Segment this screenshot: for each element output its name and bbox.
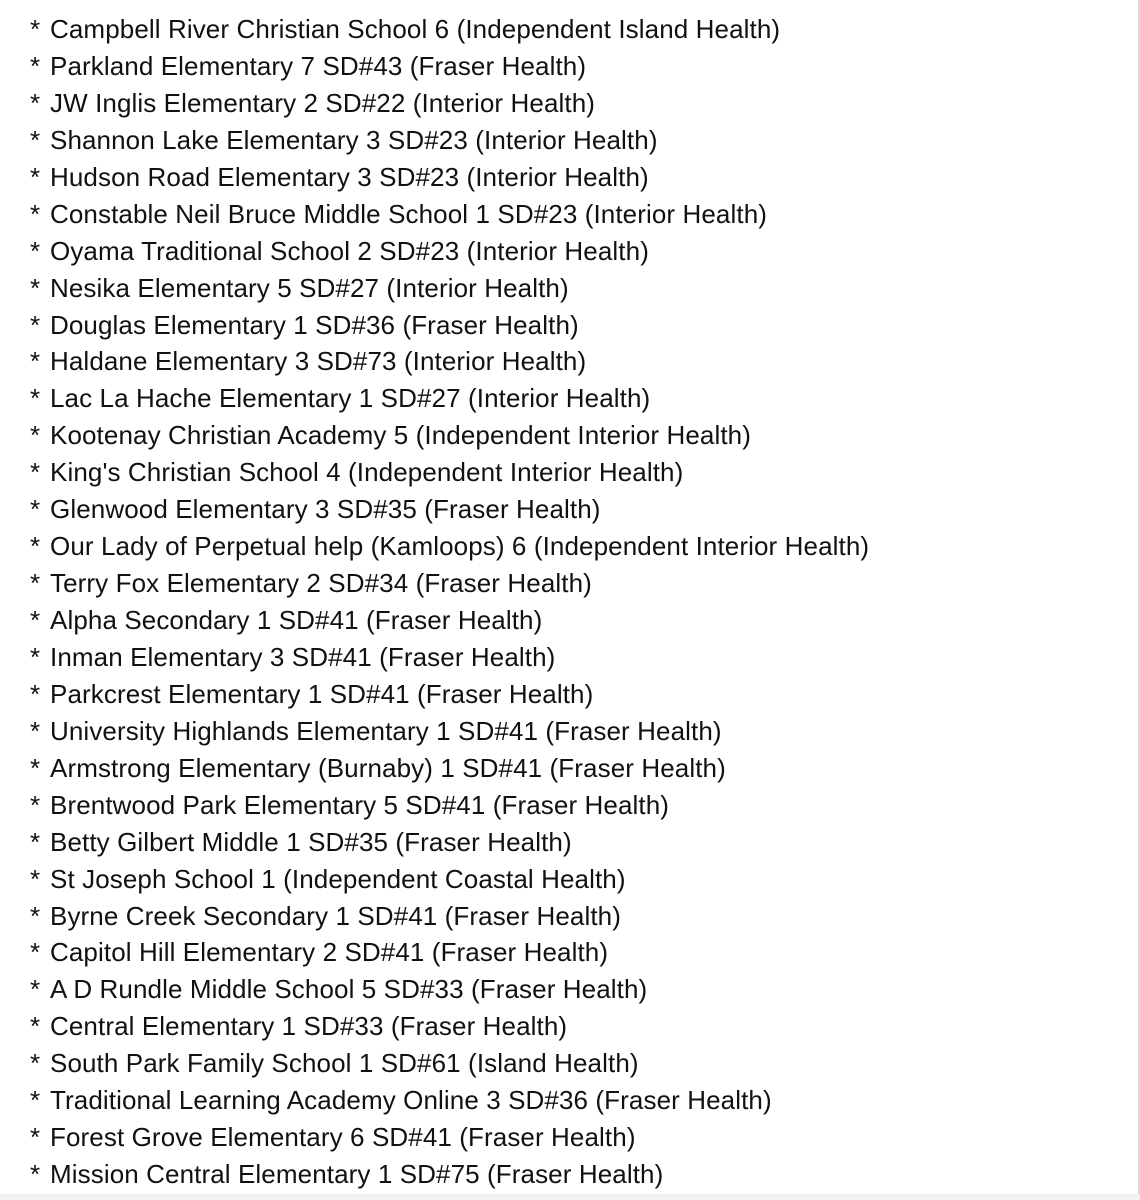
list-item [30,233,869,270]
list-bullet: * [30,198,41,229]
list-item [30,1119,869,1156]
list-item-text: Alpha Secondary 1 SD#41 (Fraser Health) [50,605,543,635]
list-item-text: Parkland Elementary 7 SD#43 (Fraser Health) [50,50,587,81]
list-item [30,11,869,48]
list-bullet: * [30,87,41,118]
list-item-text: Central Elementary 1 SD#33 (Fraser Health) [50,1011,568,1042]
list-bullet: * [30,124,41,155]
list-item [30,971,869,1008]
list-bullet: * [30,863,41,894]
list-item [30,417,869,454]
list-item-text: Inman Elementary 3 SD#41 (Fraser Health) [50,641,556,672]
list-item [30,196,869,233]
list-item [30,270,869,307]
list-bullet: * [30,974,41,1005]
list-bullet: * [30,235,41,266]
list-bullet: * [30,752,41,783]
list-item [30,343,869,380]
list-item-text: Parkcrest Elementary 1 SD#41 (Fraser Health) [50,678,594,709]
list-item [30,934,869,971]
list-item-text: Lac La Hache Elementary 1 SD#27 (Interior Health) [50,383,651,414]
list-item [30,380,869,417]
list-item-text: Kootenay Christian Academy 5 (Independent Interior Health) [50,420,751,451]
list-item [30,1008,869,1045]
list-item [30,491,869,528]
list-item [30,528,869,565]
list-item-text: Oyama Traditional School 2 SD#23 (Interior Health) [50,235,649,266]
list-item [30,307,869,344]
list-item-text: Our Lady of Perpetual help (Kamloops) 6 (Independent Interior Health) [50,531,870,562]
list-item-text: University Highlands Elementary 1 SD#41 (Fraser Health) [50,715,722,746]
list-item-text: Shannon Lake Elementary 3 SD#23 (Interior Health) [50,124,658,155]
list-bullet: * [30,937,41,968]
list-item [30,1045,869,1082]
list-bullet: * [30,50,41,81]
list-item [30,454,869,491]
list-bullet: * [30,1159,41,1190]
page-bottom-edge [0,1194,1140,1200]
list-bullet: * [30,1085,41,1116]
list-item [30,861,869,898]
school-list [30,11,869,1193]
list-item [30,787,869,824]
list-item [30,639,869,676]
list-bullet: * [30,641,41,672]
list-item-text: Hudson Road Elementary 3 SD#23 (Interior Health) [50,161,649,192]
list-item-text: Byrne Creek Secondary 1 SD#41 (Fraser Health) [50,900,621,931]
list-bullet: * [30,900,41,931]
list-item [30,676,869,713]
list-item-text: Forest Grove Elementary 6 SD#41 (Fraser Health) [50,1122,636,1153]
list-item [30,750,869,787]
list-bullet: * [30,420,41,451]
list-item-text: Brentwood Park Elementary 5 SD#41 (Fraser Health) [50,789,670,820]
list-item [30,898,869,935]
list-item-text: St Joseph School 1 (Independent Coastal Health) [50,863,626,894]
list-bullet: * [30,1122,41,1153]
list-item-text: Terry Fox Elementary 2 SD#34 (Fraser Health) [50,568,592,599]
list-bullet: * [30,715,41,746]
list-item [30,1156,869,1193]
list-item-text: Traditional Learning Academy Online 3 SD#36 (Fraser Health) [50,1085,772,1116]
list-item-text: Armstrong Elementary (Burnaby) 1 SD#41 (Fraser Health) [50,752,726,783]
list-bullet: * [30,531,41,562]
list-item-text: Nesika Elementary 5 SD#27 (Interior Health) [50,272,569,303]
list-item [30,48,869,85]
list-bullet: * [30,568,41,599]
list-item [30,824,869,861]
list-item-text: Haldane Elementary 3 SD#73 (Interior Health) [50,346,587,377]
list-bullet: * [30,383,41,414]
list-bullet: * [30,272,41,303]
list-item-text: Capitol Hill Elementary 2 SD#41 (Fraser Health) [50,937,609,968]
list-item [30,159,869,196]
list-item-text: South Park Family School 1 SD#61 (Island Health) [50,1048,639,1079]
list-item [30,602,869,639]
list-item [30,1082,869,1119]
list-item [30,565,869,602]
list-item-text: JW Inglis Elementary 2 SD#22 (Interior Health) [50,87,596,118]
list-bullet: * [30,346,41,377]
list-item-text: A D Rundle Middle School 5 SD#33 (Fraser Health) [50,974,648,1005]
list-bullet: * [30,605,41,635]
list-item-text: Douglas Elementary 1 SD#36 (Fraser Health) [50,309,579,340]
list-bullet: * [30,309,41,340]
list-item [30,713,869,750]
list-item [30,122,869,159]
list-bullet: * [30,789,41,820]
list-item-text: Glenwood Elementary 3 SD#35 (Fraser Health) [50,494,601,525]
list-bullet: * [30,161,41,192]
list-item [30,85,869,122]
list-item-text: Constable Neil Bruce Middle School 1 SD#23 (Interior Health) [50,198,768,229]
list-bullet: * [30,678,41,709]
list-item-text: Mission Central Elementary 1 SD#75 (Fraser Health) [50,1159,664,1190]
list-bullet: * [30,1048,41,1079]
list-item-text: Betty Gilbert Middle 1 SD#35 (Fraser Health) [50,826,572,857]
list-bullet: * [30,14,41,44]
list-item-text: Campbell River Christian School 6 (Independent Island Health) [50,14,781,44]
list-bullet: * [30,494,41,525]
list-bullet: * [30,826,41,857]
list-bullet: * [30,1011,41,1042]
list-bullet: * [30,457,41,488]
list-item-text: King's Christian School 4 (Independent Interior Health) [50,457,684,488]
